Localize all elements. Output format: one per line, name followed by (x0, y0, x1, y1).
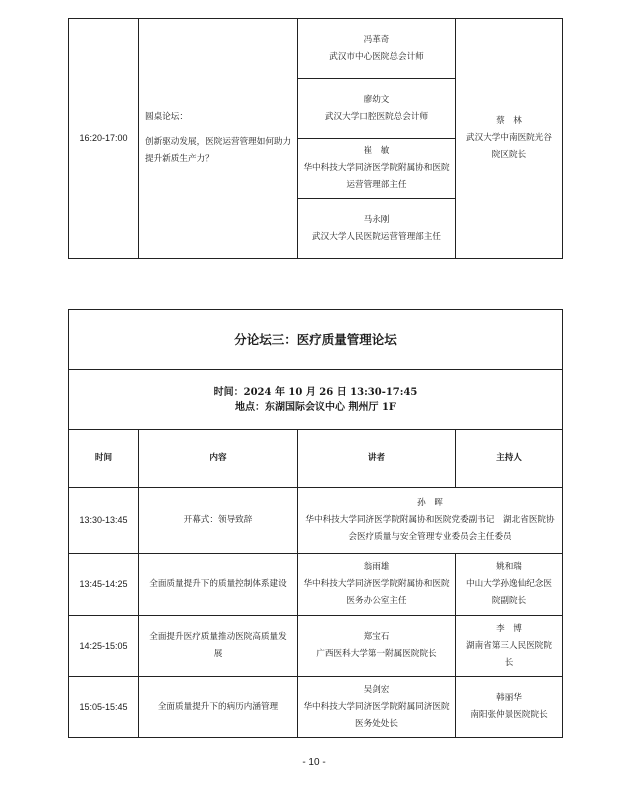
speaker-cell (298, 79, 456, 139)
table-row (69, 488, 563, 554)
host-title: 湖南省第三人民医院院长 (466, 640, 552, 668)
host-name: 姚和瑞 (496, 562, 522, 572)
host-name: 韩丽华 (496, 693, 522, 703)
forum3-title: 分论坛三：医疗质量管理论坛 (69, 310, 563, 370)
speaker-name: 冯革奇 (363, 34, 390, 45)
row-time: 15:05-15:45 (69, 677, 139, 738)
speaker-cell (298, 199, 456, 259)
header-speaker: 讲者 (298, 430, 456, 488)
speaker-title: 华中科技大学同济医学院附属协和医院运营管理部主任 (303, 163, 450, 190)
roundtable-content-title: 圆桌论坛： (145, 112, 188, 122)
roundtable-content (139, 19, 298, 259)
row-time: 14:25-15:05 (69, 616, 139, 677)
table-row (69, 554, 563, 616)
row-speaker (298, 488, 563, 554)
forum3-table (68, 309, 563, 738)
host-name: 李 博 (496, 623, 522, 634)
speaker-title: 华中科技大学同济医学院附属协和医院党委副书记 湖北省医院协会医疗质量与安全管理专业委员会主任委员 (305, 515, 555, 542)
roundtable-content-body: 创新驱动发展，医院运营管理如何助力提升新质生产力？ (145, 137, 292, 164)
speaker-name: 廖幼文 (363, 94, 390, 105)
speaker-cell (298, 19, 456, 79)
page-number: - 10 - (302, 757, 326, 768)
header-time: 时间 (69, 430, 139, 488)
roundtable-time: 16:20-17:00 (69, 19, 139, 259)
roundtable-table (68, 18, 563, 259)
host-title: 武汉大学中南医院光谷院区院长 (466, 133, 552, 160)
row-content: 开幕式：领导致辞 (139, 488, 298, 554)
speaker-name: 翁雨雄 (363, 562, 390, 572)
host-title: 中山大学孙逸仙纪念医院副院长 (466, 579, 552, 606)
host-name: 蔡 林 (496, 116, 522, 126)
speaker-title: 武汉大学人民医院运营管理部主任 (312, 231, 441, 242)
header-content: 内容 (139, 430, 298, 488)
row-host (456, 554, 563, 616)
row-time: 13:45-14:25 (69, 554, 139, 616)
forum3-info (69, 370, 563, 430)
speaker-name: 孙 晖 (417, 498, 443, 508)
row-content: 全面质量提升下的病历内涵管理 (139, 677, 298, 738)
speaker-title: 华中科技大学同济医学院附属协和医院医务办公室主任 (303, 579, 450, 606)
speaker-cell (298, 139, 456, 199)
host-cell (456, 19, 563, 259)
row-content: 全面提升医疗质量推动医院高质量发展 (139, 616, 298, 677)
row-content: 全面质量提升下的质量控制体系建设 (139, 554, 298, 616)
host-title: 南阳张仲景医院院长 (470, 710, 548, 720)
speaker-title: 华中科技大学同济医学院附属同济医院医务处处长 (303, 701, 450, 729)
table-header-row (69, 430, 563, 488)
row-speaker (298, 554, 456, 616)
header-host: 主持人 (456, 430, 563, 488)
row-host (456, 616, 563, 677)
row-host (456, 677, 563, 738)
row-speaker (298, 677, 456, 738)
table-row (69, 677, 563, 738)
forum3-place-line: 地点：东湖国际会议中心 荆州厅 1F (234, 401, 397, 413)
speaker-name: 吴剑宏 (363, 684, 390, 695)
row-speaker (298, 616, 456, 677)
speaker-title: 武汉大学口腔医院总会计师 (324, 111, 429, 122)
speaker-name: 马永刚 (363, 214, 390, 225)
table-row (69, 616, 563, 677)
speaker-name: 郑宝石 (363, 632, 390, 642)
row-time: 13:30-13:45 (69, 488, 139, 554)
speaker-title: 广西医科大学第一附属医院院长 (316, 649, 437, 659)
speaker-name: 崔 敏 (363, 146, 390, 156)
speaker-title: 武汉市中心医院总会计师 (329, 51, 424, 62)
forum3-time-line: 时间：2024 年 10 月 26 日 13:30-17:45 (213, 386, 418, 398)
